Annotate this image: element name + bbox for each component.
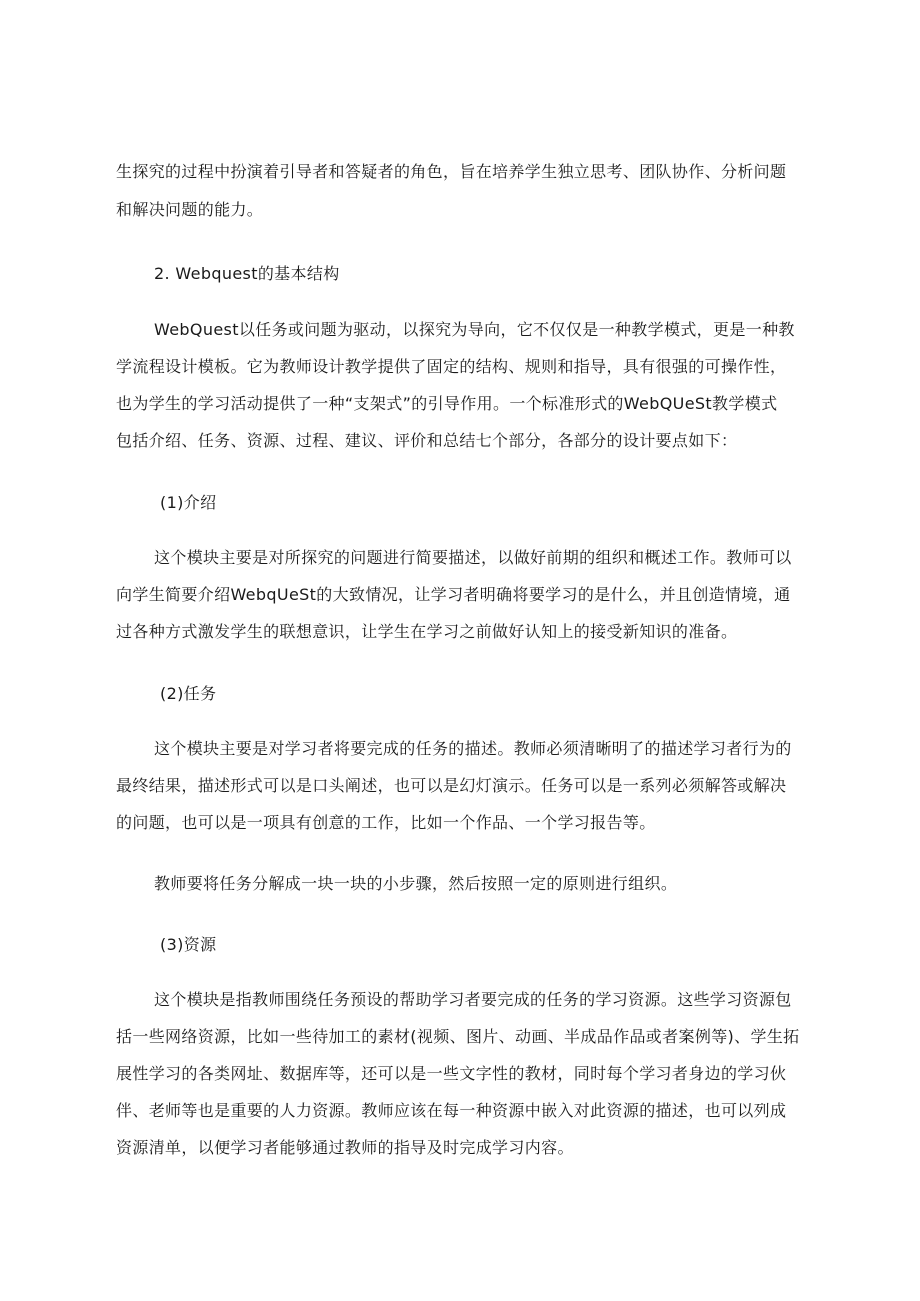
text-line: 括一些网络资源，比如一些待加工的素材(视频、图片、动画、半成品作品或者案例等)、学生拓: [116, 1027, 800, 1046]
text-line: 过各种方式激发学生的联想意识，让学生在学习之前做好认知上的接受新知识的准备。: [116, 622, 738, 641]
text-line: 这个模块主要是对学习者将要完成的任务的描述。教师必须清晰明了的描述学习者行为的: [154, 739, 792, 758]
text-line: 教师要将任务分解成一块一块的小步骤，然后按照一定的原则进行组织。: [154, 874, 678, 893]
text-line: 伴、老师等也是重要的人力资源。教师应该在每一种资源中嵌入对此资源的描述，也可以列成: [116, 1101, 787, 1120]
subsection-heading: (3)资源: [160, 935, 217, 954]
subsection-heading: (2)任务: [160, 684, 217, 703]
text-line: 这个模块是指教师围绕任务预设的帮助学习者要完成的任务的学习资源。这些学习资源包: [154, 990, 792, 1009]
text-line: 也为学生的学习活动提供了一种“支架式”的引导作用。一个标准形式的WebQUeSt教学模式: [116, 394, 778, 413]
text-line: 向学生简要介绍WebqUeSt的大致情况，让学习者明确将要学习的是什么，并且创造情境，通: [116, 585, 791, 604]
section-heading: 2. Webquest的基本结构: [154, 264, 340, 283]
text-line: 包括介绍、任务、资源、过程、建议、评价和总结七个部分，各部分的设计要点如下：: [116, 431, 738, 450]
text-line: 最终结果，描述形式可以是口头阐述，也可以是幻灯演示。任务可以是一系列必须解答或解决: [116, 776, 787, 795]
text-line: 展性学习的各类网址、数据库等，还可以是一些文字性的教材，同时每个学习者身边的学习伙: [116, 1064, 787, 1083]
text-line: 和解决问题的能力。: [116, 200, 264, 219]
text-line: 的问题，也可以是一项具有创意的工作，比如一个作品、一个学习报告等。: [116, 813, 656, 832]
text-line: 资源清单，以便学习者能够通过教师的指导及时完成学习内容。: [116, 1138, 574, 1157]
subsection-heading: (1)介绍: [160, 493, 217, 512]
text-line: 生探究的过程中扮演着引导者和答疑者的角色，旨在培养学生独立思考、团队协作、分析问题: [116, 162, 787, 181]
text-line: 学流程设计模板。它为教师设计教学提供了固定的结构、规则和指导，具有很强的可操作性，: [116, 357, 787, 376]
text-line: WebQuest以任务或问题为驱动，以探究为导向，它不仅仅是一种教学模式，更是一种教: [154, 320, 795, 339]
text-line: 这个模块主要是对所探究的问题进行简要描述，以做好前期的组织和概述工作。教师可以: [154, 548, 792, 567]
